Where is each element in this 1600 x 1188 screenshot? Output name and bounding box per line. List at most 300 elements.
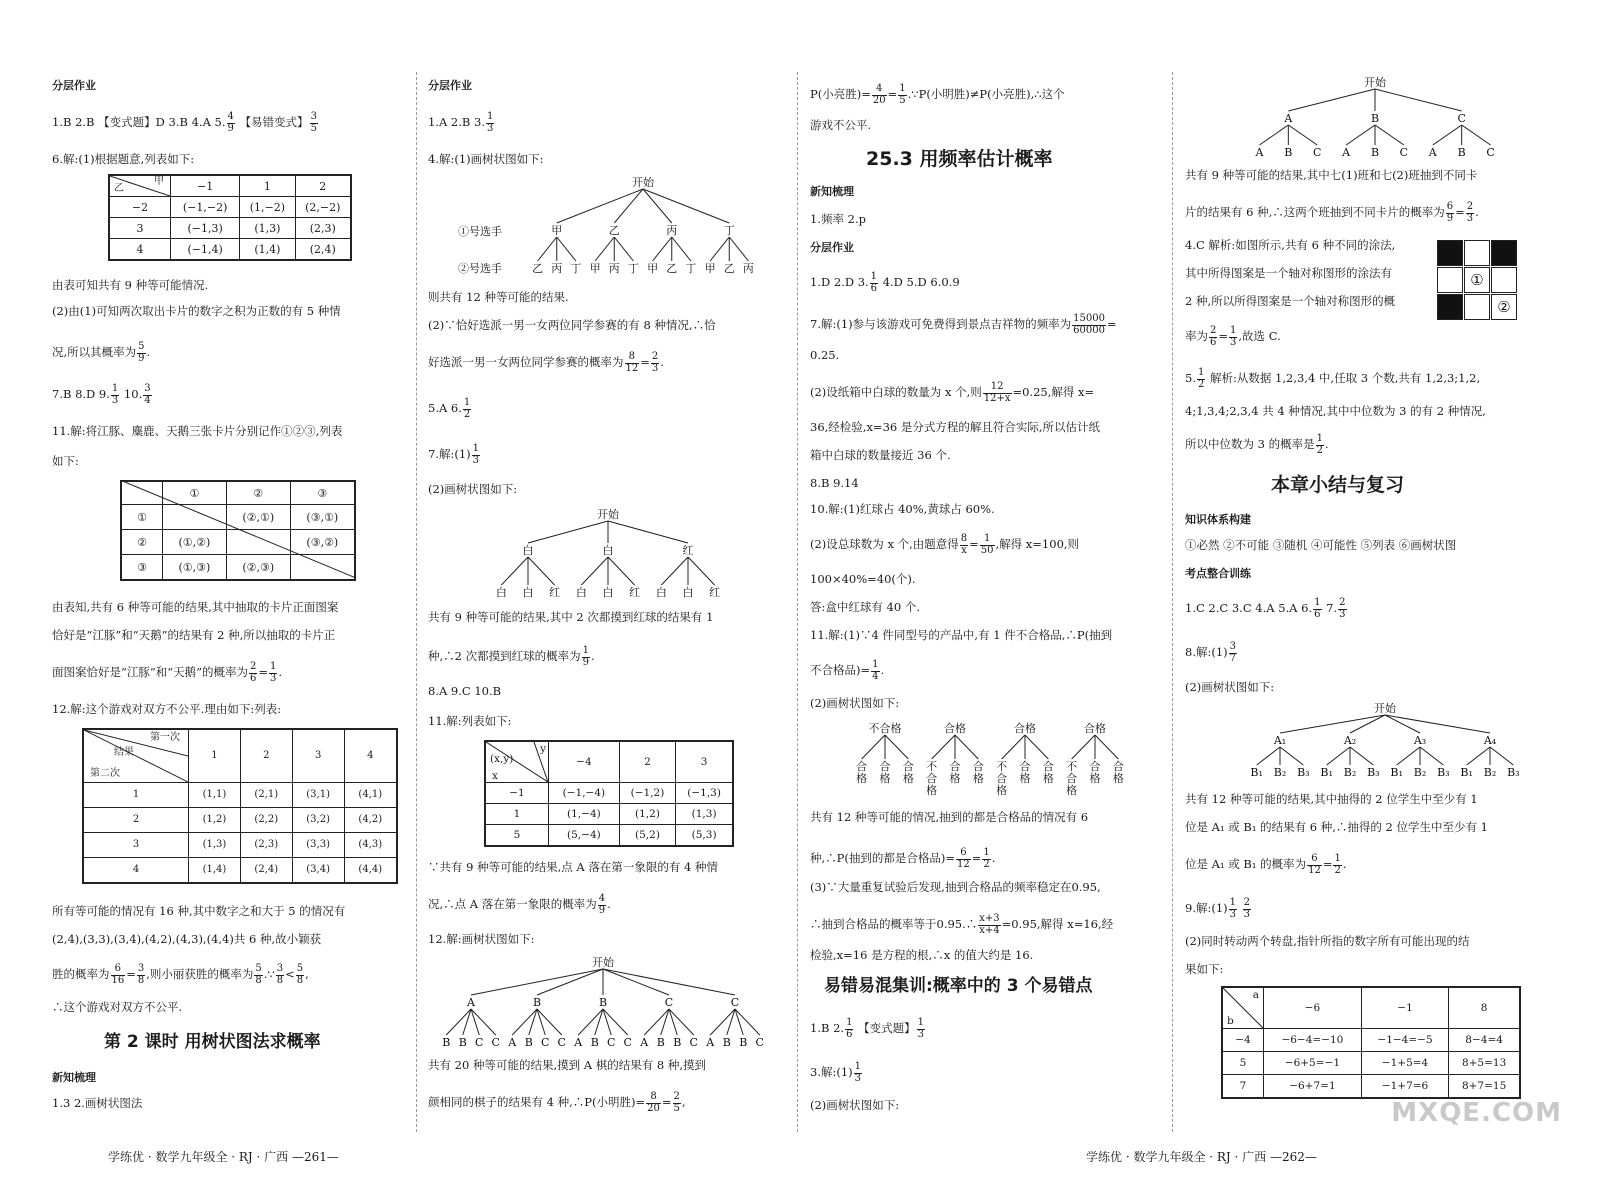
tree-edge	[528, 521, 608, 543]
section-title: 本章小结与复习	[1271, 474, 1405, 496]
tree-diagram-6	[1235, 700, 1535, 780]
tree-node: 乙	[608, 224, 620, 237]
text-line: (2)同时转动两个转盘,指针所指的数字所有可能出现的结	[1185, 934, 1470, 948]
tree-node: A₂	[1343, 734, 1357, 747]
text-line: 36,经检验,x=36 是分式方程的解且符合实际,所以估计纸	[810, 420, 1101, 434]
tree-edge	[1095, 735, 1118, 759]
answer-line: 1.B 2. $\frac{1}{6}$ 【变式题】 $\frac{1}{3}$	[810, 1017, 924, 1040]
tree-diagram-5	[1225, 72, 1525, 162]
text-line: 颜相同的棋子的结果有 4 种,∴P(小明胜)= $\frac{8}{20}$ = $\frac{2}{5}$ ,	[428, 1091, 686, 1114]
tree-edge	[729, 237, 748, 261]
table-corner: 第一次 结果 第二次	[83, 729, 189, 783]
tree-leaf: 丙	[608, 262, 620, 275]
answer-line: 1.频率 2.p	[810, 212, 866, 226]
tree-leaf: 甲	[704, 262, 716, 275]
tree-edge	[1375, 89, 1462, 111]
tree-leaf: 不	[1066, 760, 1078, 773]
tree-node-root: 开始	[597, 508, 619, 521]
text-line: 4;1,3,4;2,3,4 共 4 种情况,其中中位数为 3 的有 2 种情况,	[1185, 404, 1486, 418]
text-line: (2)画树状图如下:	[810, 696, 900, 710]
table-4: y (x,y) x −4 2 3 −1 (−1,−4) (−1,2) (−1,3) 1 (1,−4) (1,2) (1,3) 5 (5,−4) (5,2) (5,3)	[484, 740, 734, 847]
tree-leaf: A	[574, 1036, 583, 1049]
tree-leaf: A	[640, 1036, 649, 1049]
tree-edge	[653, 237, 672, 261]
tree-edge	[1346, 125, 1375, 145]
text-line: 0.25.	[810, 348, 840, 362]
tree-leaf: 白	[682, 586, 694, 599]
tree-edge	[1072, 735, 1095, 759]
tree-leaf: A	[1342, 146, 1351, 159]
tree-leaf: 格	[1019, 772, 1031, 785]
tree-leaf: B₂	[1483, 766, 1497, 779]
tree-edge	[557, 189, 643, 223]
tree-leaf: 合	[1112, 760, 1124, 773]
tree-leaf: B	[739, 1036, 748, 1049]
answer-line: 1.C 2.C 3.C 4.A 5.A 6. $\frac{1}{6}$ 7. $\frac{2}{3}$	[1185, 597, 1346, 620]
tree-leaf: B₂	[1343, 766, 1357, 779]
text-line: 10.解:(1)红球占 40%,黄球占 60%.	[810, 502, 995, 516]
lesson-title: 第 2 课时 用树状图法求概率	[104, 1032, 321, 1052]
tree-node: 白	[522, 544, 534, 557]
text-line: 共有 20 种等可能的结果,摸到 A 棋的结果有 8 种,摸到	[428, 1058, 706, 1072]
text-line: 所以中位数为 3 的概率是 $\frac{1}{2}$ .	[1185, 433, 1329, 456]
tree-edge	[581, 557, 608, 585]
table-row: 1 (1,1) (2,1) (3,1) (4,1)	[83, 783, 397, 808]
tree-leaf: 合	[1066, 772, 1078, 785]
table-2: ① ② ③ ① (②,①) (③,①) ② (①,②) (③,②) ③ (①,③) (②,③)	[120, 480, 356, 581]
tree-leaf: B₁	[1250, 766, 1263, 779]
text-line: (2,4),(3,3),(3,4),(4,2),(4,3),(4,4)共 6 种,故小颖获	[52, 932, 322, 946]
tree-edge	[1259, 125, 1288, 145]
answer-line: 3.解:(1) $\frac{1}{3}$	[810, 1061, 862, 1084]
tree-edge	[688, 557, 715, 585]
tree-edge	[537, 969, 603, 995]
table-row: 5 −6+5=−1 −1+5=4 8+5=13	[1222, 1052, 1520, 1075]
tree-leaf: 丙	[551, 262, 563, 275]
text-line: 种,∴P(抽到的都是合格品)= $\frac{6}{12}$ = $\frac{1}{2}$ .	[810, 847, 996, 870]
section-heading: 分层作业	[52, 79, 96, 92]
answer-line: 1.D 2.D 3. $\frac{1}{6}$ 4.D 5.D 6.0.9	[810, 271, 960, 294]
tree-edge	[1327, 747, 1350, 765]
tree-node: A₃	[1413, 734, 1427, 747]
tree-leaf: B₁	[1320, 766, 1333, 779]
tree-leaf: C	[1486, 146, 1495, 159]
answer-line: 1.3 2.画树状图法	[52, 1096, 143, 1110]
tree-edge	[955, 735, 978, 759]
tree-leaf: 甲	[647, 262, 659, 275]
tree-leaf: 合	[926, 772, 938, 785]
tree-edge	[885, 735, 908, 759]
tree-edge	[1433, 125, 1462, 145]
tree-edge	[538, 237, 557, 261]
tree-edge	[608, 557, 635, 585]
text-line: (2)画树状图如下:	[810, 1098, 900, 1112]
text-line: 由表知,共有 6 种等可能的结果,其中抽取的卡片正面图案	[52, 600, 339, 614]
tree-edge	[1257, 747, 1280, 765]
tree-leaf: A	[706, 1036, 715, 1049]
tree-node: B	[1370, 112, 1380, 125]
tree-leaf: B	[458, 1036, 467, 1049]
tree-leaf: 格	[902, 772, 914, 785]
tree-leaf: B	[673, 1036, 682, 1049]
answer-line: 5.A 6. $\frac{1}{2}$	[428, 397, 471, 420]
tree-leaf: 合	[949, 760, 961, 773]
text-line: 片的结果有 6 种,∴这两个班抽到不同卡片的概率为 $\frac{6}{9}$ = $\frac{2}{3}$ .	[1185, 201, 1479, 224]
tree-leaf: B₃	[1437, 766, 1450, 779]
table-corner: 乙 甲	[109, 175, 171, 197]
tree-leaf: B	[1370, 146, 1380, 159]
tree-leaf: 不	[996, 760, 1008, 773]
tree-node: B	[532, 996, 542, 1009]
tree-diagram-3	[428, 952, 788, 1052]
text-line: 况,∴点 A 落在第一象限的概率为 $\frac{4}{9}$ .	[428, 893, 611, 916]
tree-leaf: 丁	[685, 262, 697, 275]
tree-leaf: 格	[949, 772, 961, 785]
table-row: ③ (①,③) (②,③)	[121, 555, 355, 581]
tree-leaf: B₃	[1507, 766, 1520, 779]
tree-leaf: 白	[495, 586, 507, 599]
tree-edge	[1420, 747, 1443, 765]
tree-leaf: B₁	[1460, 766, 1473, 779]
tree-node: A₁	[1273, 734, 1287, 747]
table-5: a b −6 −1 8 −4 −6−4=−10 −1−4=−5 8−4=4 5 −6+5=−1 −1+5=4 8+5=13 7 −6+7=1 −1+7=6 8+7=15	[1221, 986, 1521, 1099]
grid-mark: ②	[1491, 294, 1517, 320]
text-line: 2 种,所以所得图案是一个轴对称图形的概	[1185, 294, 1396, 308]
tree-node: A₄	[1483, 734, 1497, 747]
tree-leaf: C	[475, 1036, 484, 1049]
text-line: (2)∵恰好选派一男一女两位同学参赛的有 8 种情况,∴恰	[428, 318, 716, 332]
tree-leaf: A	[508, 1036, 517, 1049]
tree-node: 不合格	[868, 722, 902, 735]
tree-leaf: 格	[1066, 784, 1078, 797]
tree-leaf: 合	[879, 760, 891, 773]
grid-mark: ①	[1464, 267, 1490, 293]
tree-node: 甲	[551, 224, 563, 237]
tree-edge	[1350, 747, 1373, 765]
tree-leaf: 合	[996, 772, 1008, 785]
tree-edge	[1280, 715, 1385, 733]
text-line: 4.解:(1)画树状图如下:	[428, 152, 544, 166]
tree-leaf: 白	[602, 586, 614, 599]
tree-leaf: 丙	[742, 262, 754, 275]
tree-leaf: B₁	[1390, 766, 1403, 779]
section-heading: 知识体系构建	[1185, 513, 1251, 526]
tree-leaf: C	[755, 1036, 764, 1049]
tree-leaf: 格	[1112, 772, 1124, 785]
text-line: 11.解:将江豚、麋鹿、天鹅三张卡片分别记作①②③,列表	[52, 424, 343, 438]
tree-leaf: B₂	[1413, 766, 1427, 779]
text-line: 箱中白球的数量接近 36 个.	[810, 448, 951, 462]
tree-leaf: 红	[629, 586, 641, 599]
tree-leaf: A	[1428, 146, 1437, 159]
tree-edge	[1288, 125, 1317, 145]
page-footer-right: 学练优 · 数学九年级全 · RJ · 广西 —262—	[1086, 1150, 1317, 1164]
tree-edge	[501, 557, 528, 585]
tree-leaf: B	[590, 1036, 599, 1049]
text-line: 位是 A₁ 或 B₁ 的结果有 6 种,∴抽得的 2 位学生中至少有 1	[1185, 820, 1488, 834]
tree-node-root: 开始	[592, 956, 614, 969]
column-divider	[416, 72, 417, 1132]
table-row: ② (①,②) (③,②)	[121, 530, 355, 555]
tree-leaf: A	[1255, 146, 1264, 159]
tree-leaf: C	[491, 1036, 500, 1049]
tree-leaf: 格	[926, 784, 938, 797]
section-heading: 分层作业	[428, 79, 472, 92]
tree-leaf: 合	[1019, 760, 1031, 773]
tree-node: C	[730, 996, 740, 1009]
text-line: 11.解:列表如下:	[428, 714, 512, 728]
tree-edge	[595, 237, 614, 261]
table-row: 7 −6+7=1 −1+7=6 8+7=15	[1222, 1075, 1520, 1099]
tree-leaf: 格	[1042, 772, 1054, 785]
section-heading: 新知梳理	[52, 1071, 96, 1084]
tree-edge	[672, 237, 691, 261]
tree-leaf: B	[656, 1036, 665, 1049]
tree-node: 丁	[723, 224, 735, 237]
tree-leaf: B	[722, 1036, 731, 1049]
tree-edge	[643, 189, 729, 223]
tree-edge	[603, 969, 735, 995]
section-title: 25.3 用频率估计概率	[866, 148, 1053, 170]
tree-leaf: C	[557, 1036, 566, 1049]
tree-leaf: 白	[575, 586, 587, 599]
tree-edge	[471, 969, 603, 995]
answer-line: 8.解:(1) $\frac{3}{7}$	[1185, 641, 1237, 664]
section-heading: 考点整合训练	[1185, 567, 1251, 580]
text-line: 4.C 解析:如图所示,共有 6 种不同的涂法,	[1185, 238, 1396, 252]
tree-leaf: 格	[972, 772, 984, 785]
text-line: 其中所得图案是一个轴对称图形的涂法有	[1185, 266, 1392, 280]
table-row: 4 (1,4) (2,4) (3,4) (4,4)	[83, 858, 397, 884]
tree-edge	[1462, 125, 1491, 145]
tree-leaf: 不	[926, 760, 938, 773]
fraction: $\frac{3}{5}$	[310, 111, 317, 134]
tree-node: C	[664, 996, 674, 1009]
tree-leaf: 合	[972, 760, 984, 773]
tree-node-root: 开始	[632, 176, 654, 189]
text-line: 况,所以其概率为 $\frac{5}{9}$ .	[52, 341, 151, 364]
text-line: 则共有 12 种等可能的结果.	[428, 290, 569, 304]
text-line: 共有 9 种等可能的结果,其中 2 次都摸到红球的结果有 1	[428, 610, 714, 624]
tree-leaf: 红	[549, 586, 561, 599]
tree-leaf: 白	[655, 586, 667, 599]
answer-line: 1.A 2.B 3. $\frac{1}{3}$	[428, 111, 494, 134]
tree-edge	[1397, 747, 1420, 765]
section-title: 易错易混集训:概率中的 3 个易错点	[824, 976, 1093, 996]
tree-leaf: 乙	[723, 262, 735, 275]
tree-diagram-4	[810, 718, 1165, 804]
table-corner: y (x,y) x	[485, 741, 549, 783]
tree-leaf: B₃	[1367, 766, 1380, 779]
tree-leaf: 格	[879, 772, 891, 785]
text-line: 由表可知共有 9 种等可能情况.	[52, 278, 209, 292]
shading-grid	[1437, 240, 1517, 320]
tree-edge	[1025, 735, 1048, 759]
text-line: 胜的概率为 $\frac{6}{16}$ = $\frac{3}{8}$ ,则小丽获胜的概率为 $\frac{5}{8}$ .∵ $\frac{3}{8}$ < $\frac{5}{8}$ ,	[52, 963, 309, 986]
tree-leaf: 乙	[666, 262, 678, 275]
tree-edge	[1280, 747, 1303, 765]
tree-edge	[932, 735, 955, 759]
table-corner: a b	[1222, 987, 1264, 1029]
tree-edge	[862, 735, 885, 759]
tree-leaf: B₃	[1297, 766, 1310, 779]
tree-edge	[1002, 735, 1025, 759]
tree-leaf: 白	[522, 586, 534, 599]
text-line: 共有 9 种等可能的结果,其中七(1)班和七(2)班抽到不同卡	[1185, 168, 1478, 182]
text-line: 5. $\frac{1}{2}$ 解析:从数据 1,2,3,4 中,任取 3 个数,共有 1,2,3;1,2,	[1185, 367, 1481, 390]
text-line: 率为 $\frac{2}{6}$ = $\frac{1}{3}$ ,故选 C.	[1185, 325, 1281, 348]
table-row: 5 (5,−4) (5,2) (5,3)	[485, 825, 733, 847]
tree-leaf: B	[1284, 146, 1293, 159]
tree-node: 白	[602, 544, 614, 557]
section-heading: 分层作业	[810, 241, 854, 254]
tree-edge	[528, 557, 555, 585]
tree-leaf: B	[1457, 146, 1466, 159]
column-divider	[797, 72, 798, 1132]
table-row: 3 (−1,3) (1,3) (2,3)	[109, 218, 351, 239]
tree-leaf: B₂	[1273, 766, 1287, 779]
tree-leaf: C	[1399, 146, 1409, 159]
text-line: ∴这个游戏对双方不公平.	[52, 1000, 183, 1014]
tree-leaf: 甲	[589, 262, 601, 275]
tree-leaf: C	[689, 1036, 698, 1049]
tree-leaf: 合	[902, 760, 914, 773]
text-line: 共有 12 种等可能的结果,其中抽得的 2 位学生中至少有 1	[1185, 792, 1478, 806]
page-footer-left: 学练优 · 数学九年级全 · RJ · 广西 —261—	[108, 1150, 339, 1164]
tree-label-1: ①号选手	[458, 225, 502, 238]
tree-leaf: 格	[856, 772, 868, 785]
text-line: 12.解:这个游戏对双方不公平.理由如下:列表:	[52, 702, 282, 716]
column-divider	[1172, 72, 1173, 1132]
text-line: ∴抽到合格品的概率等于0.95.∴ $\frac{x+3}{x+4}$ =0.95,解得 x=16,经	[810, 913, 1114, 936]
tree-leaf: 格	[996, 784, 1008, 797]
text-line: 果如下:	[1185, 962, 1224, 976]
text-line: P(小亮胜)= $\frac{4}{20}$ = $\frac{1}{5}$ .∵P(小明胜)≠P(小亮胜),∴这个	[810, 83, 1065, 106]
tree-edge	[643, 189, 672, 223]
text-line: 11.解:(1)∵4 件同型号的产品中,有 1 件不合格品,∴P(抽到	[810, 628, 1113, 642]
text-line: 不合格品)= $\frac{1}{4}$ .	[810, 659, 885, 682]
table-row: 3 (1,3) (2,3) (3,3) (4,3)	[83, 833, 397, 858]
text-line: 好选派一男一女两位同学参赛的概率为 $\frac{8}{12}$ = $\frac{2}{3}$ .	[428, 351, 664, 374]
table-row: 1 (1,−4) (1,2) (1,3)	[485, 804, 733, 825]
table-row: −4 −6−4=−10 −1−4=−5 8−4=4	[1222, 1029, 1520, 1052]
tree-node: 合格	[1084, 722, 1106, 735]
tree-leaf: 格	[1089, 772, 1101, 785]
text-line: (2)设纸箱中白球的数量为 x 个,则 $\frac{12}{12+x}$ =0.25,解得 x=	[810, 381, 1095, 404]
text-line: 7.解:(1)参与该游戏可免费得到景点吉祥物的频率为 $\frac{15000}{60000}$ =	[810, 313, 1117, 336]
tree-leaf: C	[607, 1036, 616, 1049]
tree-edge	[614, 237, 633, 261]
text-line: 位是 A₁ 或 B₁ 的概率为 $\frac{6}{12}$ = $\frac{1}{2}$ .	[1185, 853, 1347, 876]
tree-leaf: C	[623, 1036, 632, 1049]
tree-node: A	[1284, 112, 1293, 125]
table-row: 2 (1,2) (2,2) (3,2) (4,2)	[83, 808, 397, 833]
tree-edge	[661, 557, 688, 585]
tree-node-root: 开始	[1364, 76, 1386, 89]
tree-node: B	[598, 996, 608, 1009]
text-line: 12.解:画树状图如下:	[428, 932, 535, 946]
tree-label-2: ②号选手	[458, 262, 502, 275]
answer-line: 8.B 9.14	[810, 476, 859, 490]
tree-leaf: C	[1313, 146, 1322, 159]
tree-edge	[1385, 715, 1490, 733]
tree-node: 合格	[1014, 722, 1036, 735]
answer-line: 1.B 2.B 【变式题】D 3.B 4.A 5. $\frac{4}{9}$ 【易错变式】 $\frac{3}{5}$	[52, 111, 317, 134]
answer-line: 8.A 9.C 10.B	[428, 684, 502, 698]
table-1: 乙 甲 −1 1 2 −2 (−1,−2) (1,−2) (2,−2) 3 (−1,3) (1,3) (2,3) 4 (−1,4) (1,4) (2,4)	[108, 174, 352, 261]
tree-leaf: 丁	[570, 262, 582, 275]
tree-leaf: 合	[1042, 760, 1054, 773]
tree-edge	[557, 237, 576, 261]
tree-edge	[1288, 89, 1375, 111]
answer-line: 9.解:(1) $\frac{1}{3}$ $\frac{2}{3}$	[1185, 897, 1251, 920]
text-line: 共有 12 种等可能的情况,抽到的都是合格品的情况有 6	[810, 810, 1089, 824]
answer-line: 7.B 8.D 9. $\frac{1}{3}$ 10. $\frac{3}{4}$	[52, 383, 151, 406]
text-line: 所有等可能的情况有 16 种,其中数字之和大于 5 的情况有	[52, 904, 346, 918]
table-row: −2 (−1,−2) (1,−2) (2,−2)	[109, 197, 351, 218]
table-row: ① (②,①) (③,①)	[121, 505, 355, 530]
table-row: 4 (−1,4) (1,4) (2,4)	[109, 239, 351, 261]
text-line: ∵共有 9 种等可能的结果,点 A 落在第一象限的有 4 种情	[428, 860, 719, 874]
text-line: (2)画树状图如下:	[428, 482, 518, 496]
fraction: $\frac{4}{9}$	[227, 111, 234, 134]
tree-edge	[710, 237, 729, 261]
table-3: 第一次 结果 第二次 1 2 3 4 1 (1,1) (2,1) (3,1) (4,1) 2 (1,2) (2,2) (3,2) (4,2) 3 (1,3) (2,3) (3,3) (4,3) 4 (1,4) (2,4) (3,4) (4,4)	[82, 728, 398, 884]
tree-leaf: 合	[856, 760, 868, 773]
text-line: 答:盒中红球有 40 个.	[810, 600, 920, 614]
tree-edge	[603, 969, 669, 995]
section-heading: 新知梳理	[810, 185, 854, 198]
tree-edge	[608, 521, 688, 543]
tree-node-root: 开始	[1374, 702, 1396, 715]
text-line: 种,∴2 次都摸到红球的概率为 $\frac{1}{9}$ .	[428, 645, 595, 668]
watermark: MXQE.COM	[1391, 1098, 1562, 1128]
tree-leaf: 乙	[532, 262, 544, 275]
text-line: (2)由(1)可知两次取出卡片的数字之积为正数的有 5 种情	[52, 304, 341, 318]
table-row: −1 (−1,−4) (−1,2) (−1,3)	[485, 783, 733, 804]
tree-node: 丙	[666, 224, 678, 237]
text-line: 面图案恰好是“江豚”和“天鹅”的概率为 $\frac{2}{6}$ = $\frac{1}{3}$ .	[52, 661, 283, 684]
answer-line: ①必然 ②不可能 ③随机 ④可能性 ⑤列表 ⑥画树状图	[1185, 538, 1457, 552]
tree-node: 合格	[944, 722, 966, 735]
text-line: 检验,x=16 是方程的根,∴x 的值大约是 16.	[810, 948, 1034, 962]
table-diagonal	[120, 480, 356, 578]
text-line: 游戏不公平.	[810, 118, 872, 132]
text-line: (2)画树状图如下:	[1185, 680, 1275, 694]
tree-edge	[1467, 747, 1490, 765]
tree-leaf: B	[442, 1036, 451, 1049]
tree-leaf: 红	[709, 586, 721, 599]
tree-edge	[1375, 125, 1404, 145]
tree-node: 红	[682, 544, 694, 557]
tree-leaf: B	[524, 1036, 533, 1049]
tree-diagram-2	[428, 504, 788, 604]
tree-leaf: 丁	[627, 262, 639, 275]
text-line: (3)∵大量重复试验后发现,抽到合格品的频率稳定在0.95,	[810, 880, 1101, 894]
text-line: 100×40%=40(个).	[810, 572, 916, 586]
answer-line: 7.解:(1) $\frac{1}{3}$	[428, 443, 480, 466]
answer-line: 6.解:(1)根据题意,列表如下:	[52, 152, 195, 166]
tree-diagram-1	[428, 172, 788, 282]
text-line: 恰好是“江豚”和“天鹅”的结果有 2 种,所以抽取的卡片正	[52, 628, 336, 642]
tree-leaf: C	[541, 1036, 550, 1049]
tree-node: A	[467, 996, 475, 1009]
tree-edge	[614, 189, 643, 223]
text-line: 如下:	[52, 454, 79, 468]
tree-node: C	[1457, 112, 1466, 125]
tree-leaf: 合	[1089, 760, 1101, 773]
tree-edge	[1490, 747, 1513, 765]
